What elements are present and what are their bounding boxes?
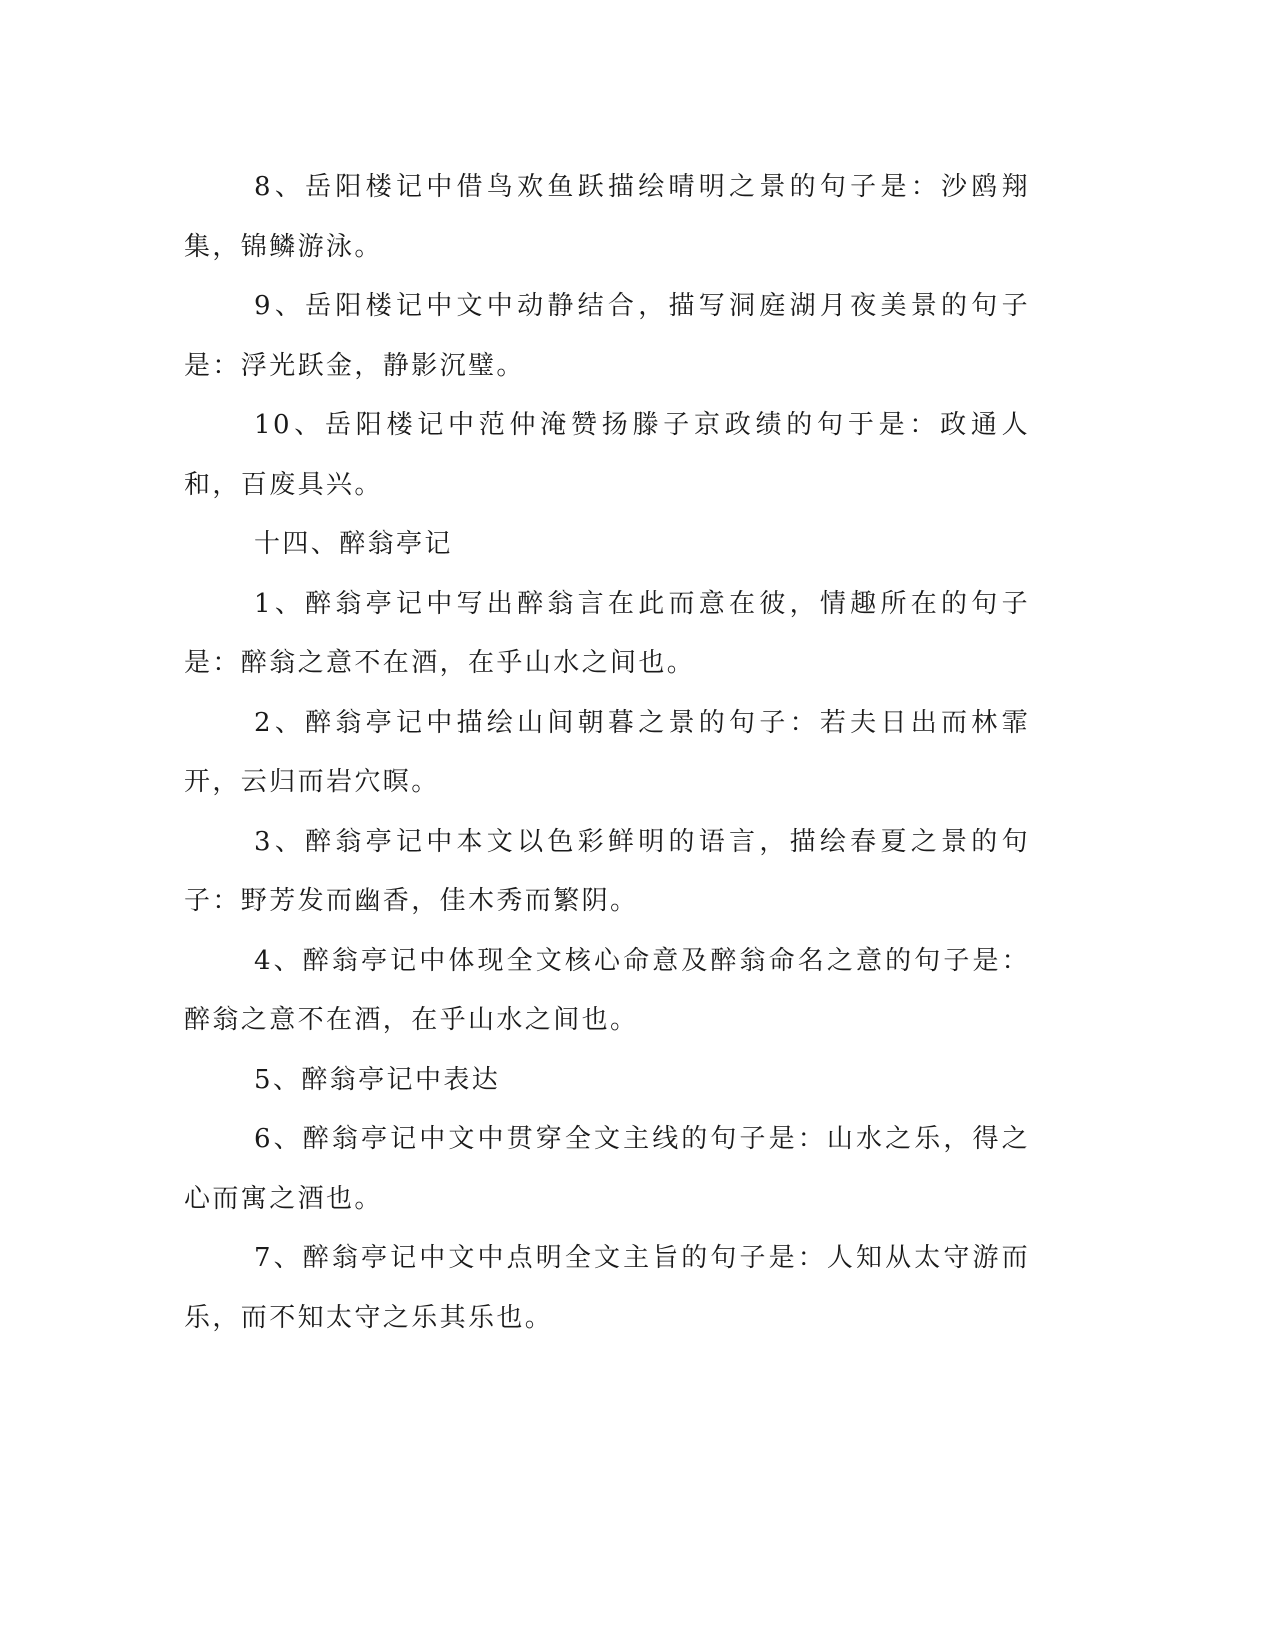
section-item-4: 4、醉翁亭记中体现全文核心命意及醉翁命名之意的句子是：醉翁之意不在酒，在乎山水之间也。 [184, 945, 1030, 1035]
document-body [184, 158, 1030, 1348]
paragraph-item-8: 8、岳阳楼记中借鸟欢鱼跃描绘晴明之景的句子是：沙鸥翔集，锦鳞游泳。 [184, 172, 1030, 262]
section-item-6: 6、醉翁亭记中文中贯穿全文主线的句子是：山水之乐，得之心而寓之酒也。 [184, 1124, 1030, 1214]
paragraph-item-9: 9、岳阳楼记中文中动静结合，描写洞庭湖月夜美景的句子是：浮光跃金，静影沉璧。 [184, 291, 1030, 381]
section-item-1: 1、醉翁亭记中写出醉翁言在此而意在彼，情趣所在的句子是：醉翁之意不在酒，在乎山水之间也。 [184, 588, 1030, 678]
section-item-2: 2、醉翁亭记中描绘山间朝暮之景的句子：若夫日出而林霏开，云归而岩穴暝。 [184, 707, 1030, 797]
section-item-7: 7、醉翁亭记中文中点明全文主旨的句子是：人知从太守游而乐，而不知太守之乐其乐也。 [184, 1243, 1030, 1333]
section-heading: 十四、醉翁亭记 [254, 529, 453, 559]
section-item-5: 5、醉翁亭记中表达 [254, 1064, 501, 1095]
paragraph-item-10: 10、岳阳楼记中范仲淹赞扬滕子京政绩的句于是：政通人和，百废具兴。 [184, 410, 1030, 500]
section-item-3: 3、醉翁亭记中本文以色彩鲜明的语言，描绘春夏之景的句子：野芳发而幽香，佳木秀而繁阴。 [184, 826, 1030, 916]
